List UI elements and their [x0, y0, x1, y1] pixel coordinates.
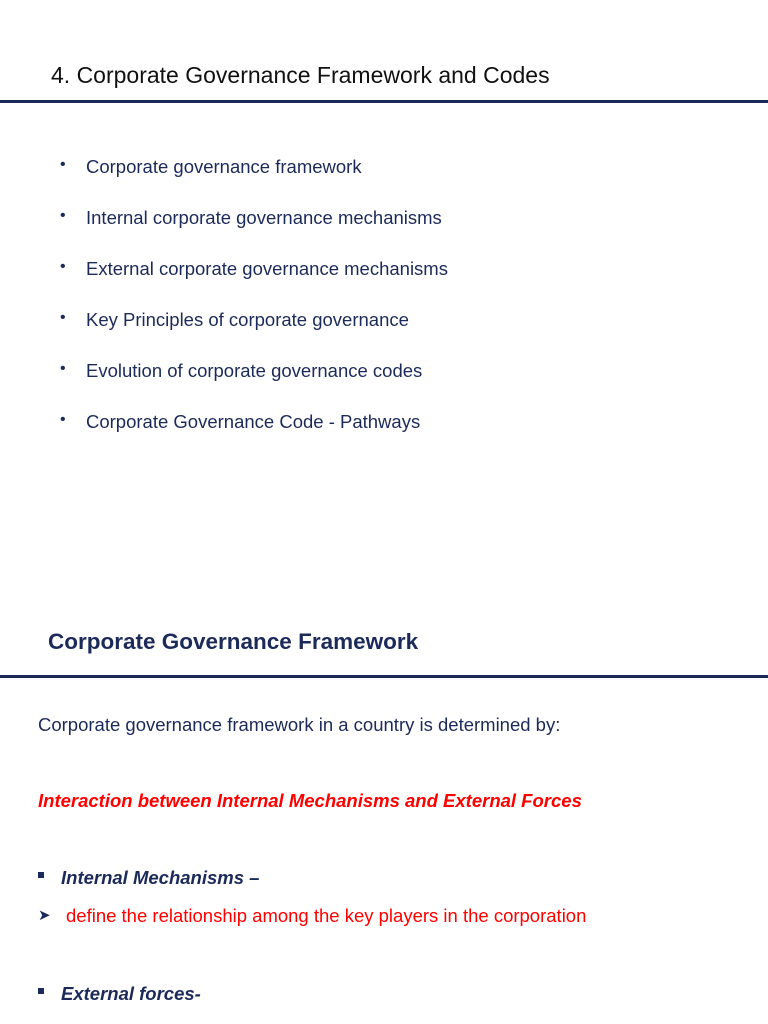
round-bullet-icon: • — [60, 360, 66, 377]
slide-2 — [0, 575, 768, 1024]
square-bullet-icon — [38, 872, 44, 878]
internal-mechanisms-detail — [38, 905, 586, 927]
emphasis-text: Interaction between Internal Mechanisms and External Forces — [38, 790, 582, 811]
topic-list — [60, 156, 448, 462]
list-item — [60, 258, 448, 309]
list-item — [60, 156, 448, 207]
list-item-text: Corporate Governance Code - Pathways — [86, 411, 421, 432]
external-forces-item — [38, 983, 201, 1005]
list-item — [60, 207, 448, 258]
round-bullet-icon: • — [60, 411, 66, 428]
external-forces-label: External forces- — [61, 983, 201, 1004]
title-divider — [0, 100, 768, 103]
arrow-bullet-icon: ➤ — [38, 907, 51, 924]
list-item-text: Evolution of corporate governance codes — [86, 360, 423, 381]
round-bullet-icon: • — [60, 156, 66, 173]
round-bullet-icon: • — [60, 207, 66, 224]
intro-text: Corporate governance framework in a country is determined by: — [38, 714, 561, 735]
round-bullet-icon: • — [60, 309, 66, 326]
list-item — [60, 309, 448, 360]
square-bullet-icon — [38, 988, 44, 994]
internal-mechanisms-label: Internal Mechanisms – — [61, 867, 260, 888]
list-item-text: Corporate governance framework — [86, 156, 362, 177]
list-item — [60, 360, 448, 411]
list-item — [60, 411, 448, 462]
list-item-text: Key Principles of corporate governance — [86, 309, 409, 330]
list-item-text: External corporate governance mechanisms — [86, 258, 448, 279]
internal-detail-text: define the relationship among the key players in the corporation — [66, 905, 587, 926]
slide-1-title: 4. Corporate Governance Framework and Codes — [51, 62, 550, 88]
slide-2-title: Corporate Governance Framework — [48, 629, 419, 654]
internal-mechanisms-item — [38, 867, 259, 889]
title-divider — [0, 675, 768, 678]
round-bullet-icon: • — [60, 258, 66, 275]
list-item-text: Internal corporate governance mechanisms — [86, 207, 442, 228]
